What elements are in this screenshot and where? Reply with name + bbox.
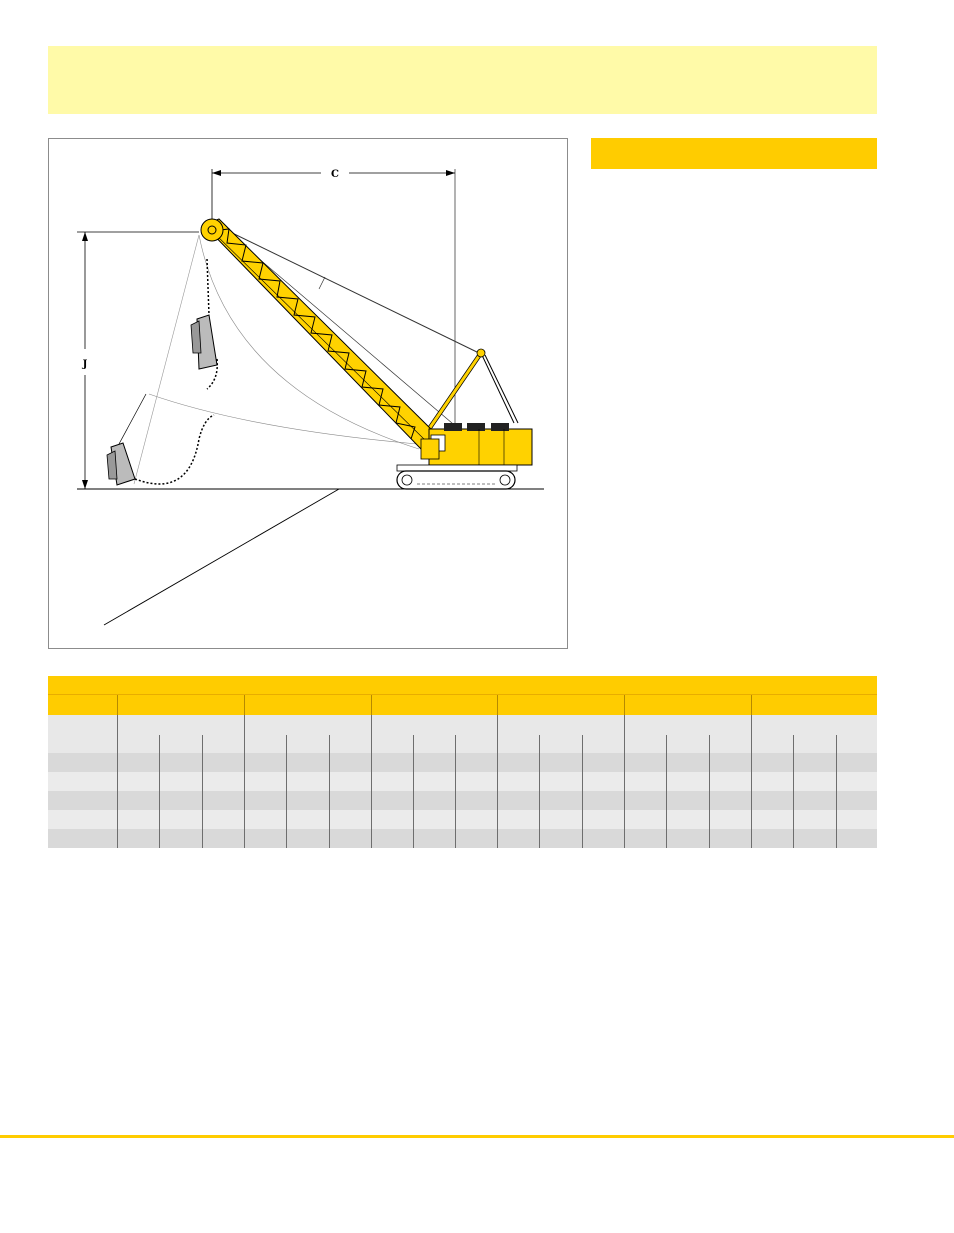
gantry-backstay: [481, 353, 514, 423]
table-header-row: [48, 694, 877, 715]
header-separator: [244, 695, 245, 715]
header-separator: [497, 695, 498, 715]
table-row: [48, 810, 877, 829]
table-row: [48, 829, 877, 848]
table-subheader-row: [48, 715, 877, 753]
gantry-sheave: [477, 349, 485, 357]
header-separator: [751, 695, 752, 715]
dim-j-arrow-bottom: [82, 480, 88, 489]
bucket-lower: [107, 394, 214, 485]
page-header-banner: [48, 46, 877, 114]
dimension-label-c: C: [331, 169, 339, 180]
header-separator: [624, 695, 625, 715]
reach-line: [134, 235, 199, 484]
dim-c-arrow-right: [446, 170, 455, 176]
bucket-raised: [191, 259, 217, 389]
working-ranges-table: [48, 676, 877, 848]
crawler-tracks: [397, 465, 517, 489]
digging-slope-line: [104, 489, 339, 625]
dragline-diagram: [49, 139, 567, 648]
table-row: [48, 772, 877, 791]
dim-j-arrow-top: [82, 232, 88, 241]
dimension-label-j: J: [82, 359, 88, 370]
machine-house: [421, 423, 532, 465]
lattice-boom: [204, 219, 441, 449]
table-row: [48, 791, 877, 810]
header-separator: [117, 695, 118, 715]
boom-point-sheave: [201, 219, 223, 241]
specifications-section-header: [591, 138, 877, 169]
header-separator: [371, 695, 372, 715]
table-row: [48, 753, 877, 772]
gantry-backstay-2: [485, 355, 518, 423]
footer-rule: [0, 1135, 954, 1138]
pendant-leader: [319, 277, 325, 289]
dragline-dimension-figure: [48, 138, 568, 649]
table-title-bar: [48, 676, 877, 694]
dim-c-arrow-left: [212, 170, 221, 176]
boom-pendant-line: [224, 229, 481, 354]
